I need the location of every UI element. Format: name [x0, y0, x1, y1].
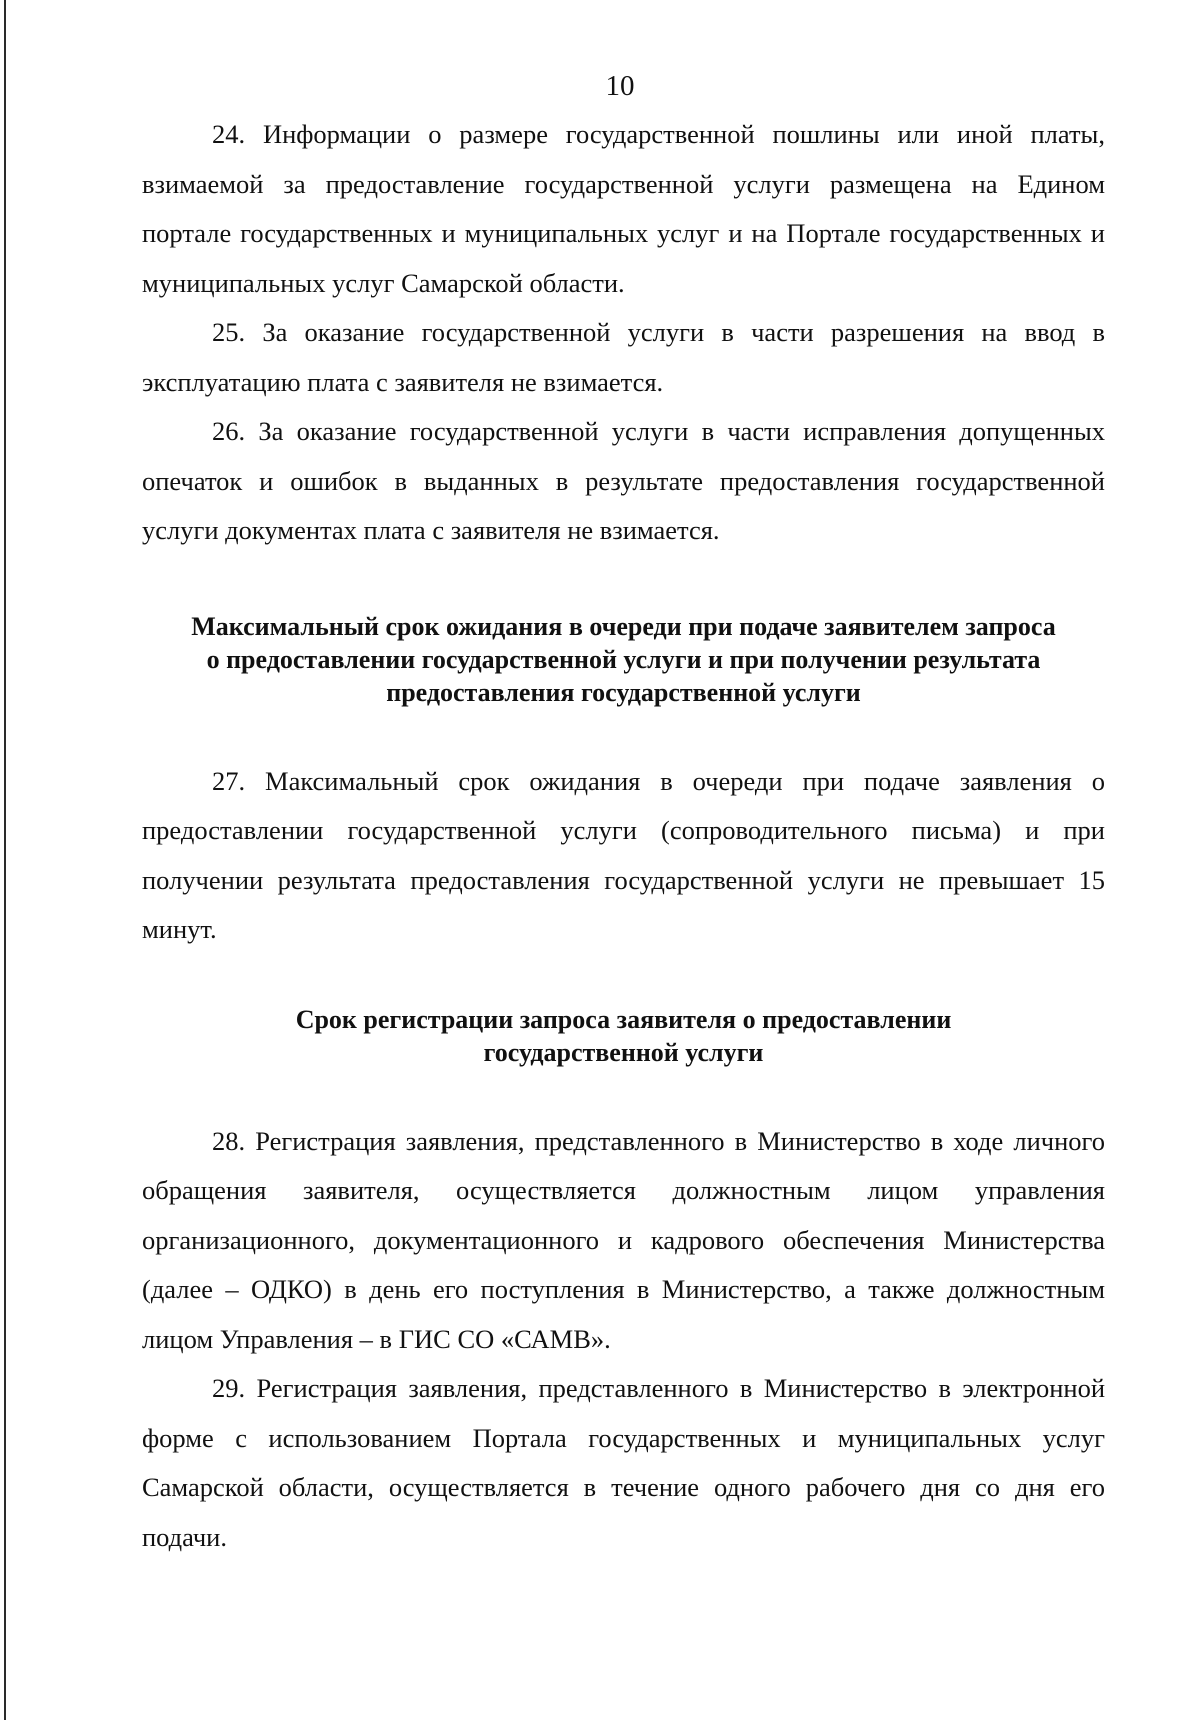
scan-left-edge-line [4, 0, 6, 1720]
heading-line: о предоставлении государственной услуги и при получении результата [206, 644, 1041, 674]
heading-line: Максимальный срок ожидания в очереди при подаче заявителем запроса [191, 611, 1056, 641]
paragraph-24: 24. Информации о размере государственной пошлины или иной платы, взимаемой за предоставление государственной услуги размещена на Едином портале государственных и муниципальных услуг и на Портале государственных и муниципальных услуг Самарской области. [142, 119, 1105, 298]
paragraph-28: 28. Регистрация заявления, представленного в Министерство в ходе личного обращения заявителя, осуществляется должностным лицом управления организационного, документационного и кадрового обеспечения Министерства (далее – ОДКО) в день его поступления в Министерство, а также должностным лицом Управления – в ГИС СО «САМВ». [142, 1125, 1105, 1354]
section-heading-registration-time [142, 1003, 1105, 1069]
heading-line: Срок регистрации запроса заявителя о предоставлении [295, 1004, 952, 1034]
paragraph-27: 27. Максимальный срок ожидания в очереди при подаче заявления о предоставлении государственной услуги (сопроводительного письма) и при получении результата предоставления государственной услуги не превышает 15 минут. [142, 765, 1105, 944]
paragraph-25: 25. За оказание государственной услуги в части разрешения на ввод в эксплуатацию плата с заявителя не взимается. [142, 317, 1105, 397]
heading-line: предоставления государственной услуги [386, 677, 861, 707]
paragraph-26: 26. За оказание государственной услуги в части исправления допущенных опечаток и ошибок в выданных в результате предоставления государственной услуги документах плата с заявителя не взимается. [142, 416, 1105, 545]
document-body [142, 110, 1105, 1562]
page-number: 10 [605, 70, 635, 102]
section-heading-queue-time [142, 610, 1105, 709]
paragraph-29: 29. Регистрация заявления, представленного в Министерство в электронной форме с использованием Портала государственных и муниципальных услуг Самарской области, осуществляется в течение одного рабочего дня со дня его подачи. [142, 1373, 1105, 1552]
heading-line: государственной услуги [483, 1037, 764, 1067]
